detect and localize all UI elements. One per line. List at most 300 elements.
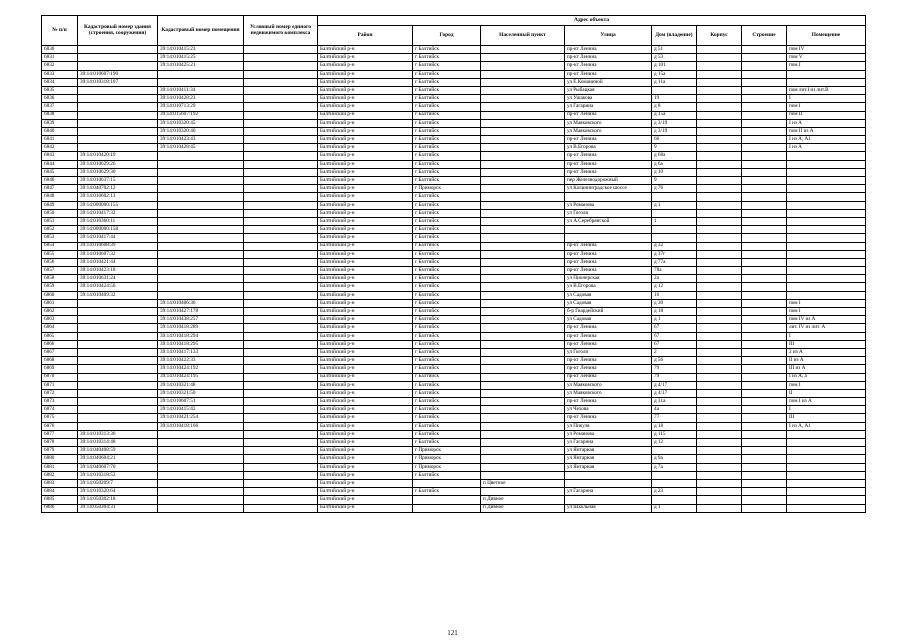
city-cell: г Балтийск (413, 365, 481, 373)
header-korpus: Корпус (697, 26, 742, 46)
city-cell: г Балтийск (413, 488, 481, 496)
header-complex-number: Условный номер единого недвижимого комплекса (244, 16, 318, 46)
district-cell: Балтийский р-н (318, 144, 413, 152)
house-cell: 79 (652, 373, 697, 381)
locality-cell (481, 144, 565, 152)
locality-cell (481, 422, 565, 430)
building-cadastral-cell: 39:14:010421:44 (78, 258, 158, 266)
street-cell: ул Е.Команиной (565, 78, 652, 86)
district-cell: Балтийский р-н (318, 168, 413, 176)
house-cell: 67 (652, 324, 697, 332)
street-cell (565, 471, 652, 479)
street-cell: ул Маяковского (565, 389, 652, 397)
korpus-cell (697, 103, 742, 111)
district-cell: Балтийский р-н (318, 381, 413, 389)
district-cell: Балтийский р-н (318, 373, 413, 381)
street-cell: ул Гоголя (565, 348, 652, 356)
room-cadastral-cell: 39:14:015607:192 (158, 111, 244, 119)
house-cell (652, 209, 697, 217)
house-cell: д 1 (652, 504, 697, 512)
room-cadastral-cell (158, 275, 244, 283)
building-cadastral-cell (78, 136, 158, 144)
korpus-cell (697, 422, 742, 430)
locality-cell (481, 258, 565, 266)
korpus-cell (697, 308, 742, 316)
korpus-cell (697, 463, 742, 471)
building-cadastral-cell (78, 348, 158, 356)
house-cell: 79 (652, 365, 697, 373)
stroenie-cell (742, 226, 787, 234)
house-cell: д 15а (652, 111, 697, 119)
house-cell: д 56 (652, 357, 697, 365)
locality-cell (481, 299, 565, 307)
house-cell: 77 (652, 414, 697, 422)
locality-cell (481, 406, 565, 414)
stroenie-cell (742, 217, 787, 225)
street-cell: пр-кт Ленина (565, 414, 652, 422)
house-cell: д 3/19 (652, 127, 697, 135)
city-cell: г Балтийск (413, 152, 481, 160)
district-cell: Балтийский р-н (318, 250, 413, 258)
street-cell: ул Садовая (565, 316, 652, 324)
korpus-cell (697, 185, 742, 193)
locality-cell (481, 168, 565, 176)
building-cadastral-cell (78, 406, 158, 414)
complex-number-cell (244, 78, 318, 86)
header-pomeshchenie: Помещение (787, 26, 866, 46)
district-cell: Балтийский р-н (318, 242, 413, 250)
pomeshchenie-cell: III из А (787, 365, 866, 373)
pomeshchenie-cell (787, 439, 866, 447)
locality-cell (481, 95, 565, 103)
stroenie-cell (742, 479, 787, 487)
row-number: 6860 (42, 291, 78, 299)
building-cadastral-cell (78, 308, 158, 316)
locality-cell (481, 86, 565, 94)
pomeshchenie-cell (787, 160, 866, 168)
table-row (42, 496, 866, 504)
locality-cell (481, 267, 565, 275)
stroenie-cell (742, 119, 787, 127)
house-cell (652, 193, 697, 201)
city-cell: г Балтийск (413, 373, 481, 381)
room-cadastral-cell (158, 226, 244, 234)
street-cell: пр-кт Ленина (565, 365, 652, 373)
street-cell: ул Садовая (565, 291, 652, 299)
building-cadastral-cell (78, 144, 158, 152)
table-row (42, 217, 866, 225)
house-cell: д 51 (652, 46, 697, 54)
street-cell (565, 193, 652, 201)
table-row (42, 152, 866, 160)
street-cell: ул Романова (565, 430, 652, 438)
row-number: 6840 (42, 127, 78, 135)
house-cell: д 18 (652, 308, 697, 316)
korpus-cell (697, 217, 742, 225)
stroenie-cell (742, 398, 787, 406)
stroenie-cell (742, 299, 787, 307)
city-cell: г Балтийск (413, 193, 481, 201)
row-number: 6854 (42, 242, 78, 250)
pomeshchenie-cell (787, 226, 866, 234)
building-cadastral-cell (78, 340, 158, 348)
stroenie-cell (742, 308, 787, 316)
pomeshchenie-cell: пом II (787, 111, 866, 119)
house-cell: д 101 (652, 62, 697, 70)
row-number: 6841 (42, 136, 78, 144)
table-body (42, 46, 866, 513)
district-cell: Балтийский р-н (318, 455, 413, 463)
pomeshchenie-cell (787, 471, 866, 479)
stroenie-cell (742, 267, 787, 275)
table-row (42, 209, 866, 217)
stroenie-cell (742, 389, 787, 397)
complex-number-cell (244, 439, 318, 447)
room-cadastral-cell: 39:14:010415:42 (158, 406, 244, 414)
district-cell: Балтийский р-н (318, 209, 413, 217)
complex-number-cell (244, 332, 318, 340)
stroenie-cell (742, 439, 787, 447)
street-cell: ул Маяковского (565, 119, 652, 127)
complex-number-cell (244, 463, 318, 471)
stroenie-cell (742, 422, 787, 430)
row-number: 6866 (42, 340, 78, 348)
district-cell: Балтийский р-н (318, 136, 413, 144)
street-cell: пр-кт Ленина (565, 54, 652, 62)
house-cell: 9 (652, 144, 697, 152)
table-header (42, 16, 866, 46)
complex-number-cell (244, 144, 318, 152)
pomeshchenie-cell (787, 201, 866, 209)
city-cell: г Балтийск (413, 160, 481, 168)
city-cell: г Балтийск (413, 62, 481, 70)
district-cell: Балтийский р-н (318, 267, 413, 275)
pomeshchenie-cell: III (787, 414, 866, 422)
city-cell: г Балтийск (413, 201, 481, 209)
table-row (42, 258, 866, 266)
korpus-cell (697, 398, 742, 406)
table-row (42, 111, 866, 119)
building-cadastral-cell (78, 299, 158, 307)
stroenie-cell (742, 471, 787, 479)
row-number: 6834 (42, 78, 78, 86)
locality-cell (481, 136, 565, 144)
district-cell: Балтийский р-н (318, 340, 413, 348)
house-cell (652, 496, 697, 504)
district-cell: Балтийский р-н (318, 348, 413, 356)
locality-cell (481, 62, 565, 70)
korpus-cell (697, 160, 742, 168)
building-cadastral-cell: 39:14:010320:64 (78, 488, 158, 496)
locality-cell (481, 275, 565, 283)
city-cell: г Балтийск (413, 422, 481, 430)
building-cadastral-cell: 39:14:040604:21 (78, 455, 158, 463)
row-number: 6879 (42, 447, 78, 455)
city-cell: г Балтийск (413, 86, 481, 94)
house-cell: д 30 (652, 299, 697, 307)
room-cadastral-cell (158, 160, 244, 168)
table-row (42, 455, 866, 463)
korpus-cell (697, 119, 742, 127)
building-cadastral-cell: 39:14:010607:190 (78, 70, 158, 78)
row-number: 6838 (42, 111, 78, 119)
city-cell: г Балтийск (413, 177, 481, 185)
locality-cell: п Дивное (481, 504, 565, 512)
room-cadastral-cell: 39:14:010424:192 (158, 365, 244, 373)
building-cadastral-cell (78, 373, 158, 381)
pomeshchenie-cell: пом I (787, 103, 866, 111)
locality-cell (481, 234, 565, 242)
complex-number-cell (244, 504, 318, 512)
stroenie-cell (742, 144, 787, 152)
district-cell: Балтийский р-н (318, 46, 413, 54)
building-cadastral-cell: 39:14:000000:158 (78, 226, 158, 234)
row-number: 6875 (42, 414, 78, 422)
street-cell: ул Пикуля (565, 422, 652, 430)
korpus-cell (697, 250, 742, 258)
building-cadastral-cell (78, 54, 158, 62)
table-row (42, 267, 866, 275)
row-number: 6842 (42, 144, 78, 152)
locality-cell (481, 209, 565, 217)
korpus-cell (697, 267, 742, 275)
locality-cell (481, 283, 565, 291)
city-cell: г Балтийск (413, 348, 481, 356)
locality-cell (481, 242, 565, 250)
pomeshchenie-cell: пом I из А (787, 398, 866, 406)
locality-cell (481, 46, 565, 54)
row-number: 6850 (42, 209, 78, 217)
stroenie-cell (742, 193, 787, 201)
korpus-cell (697, 209, 742, 217)
district-cell: Балтийский р-н (318, 119, 413, 127)
building-cadastral-cell: 39:14:010629:26 (78, 160, 158, 168)
locality-cell (481, 201, 565, 209)
city-cell: г Балтийск (413, 316, 481, 324)
street-cell (565, 479, 652, 487)
complex-number-cell (244, 103, 318, 111)
table-row (42, 242, 866, 250)
stroenie-cell (742, 455, 787, 463)
street-cell: ул Гагарина (565, 103, 652, 111)
stroenie-cell (742, 414, 787, 422)
locality-cell (481, 217, 565, 225)
row-number: 6843 (42, 152, 78, 160)
house-cell: д 12 (652, 439, 697, 447)
row-number: 6863 (42, 316, 78, 324)
building-cadastral-cell: 39:14:050304:31 (78, 504, 158, 512)
city-cell: г Балтийск (413, 168, 481, 176)
header-address-group: Адрес объекта (318, 16, 866, 26)
row-number: 6848 (42, 193, 78, 201)
header-room-cadastral: Кадастровый номер помещения (158, 16, 244, 46)
building-cadastral-cell (78, 332, 158, 340)
complex-number-cell (244, 283, 318, 291)
pomeshchenie-cell: I из А (787, 119, 866, 127)
complex-number-cell (244, 209, 318, 217)
table-row (42, 471, 866, 479)
city-cell: г Балтийск (413, 340, 481, 348)
pomeshchenie-cell (787, 455, 866, 463)
city-cell: г Балтийск (413, 127, 481, 135)
street-cell: пр-кт Ленина (565, 324, 652, 332)
table-row (42, 316, 866, 324)
district-cell: Балтийский р-н (318, 193, 413, 201)
row-number: 6876 (42, 422, 78, 430)
pomeshchenie-cell (787, 488, 866, 496)
room-cadastral-cell: 39:14:010424:195 (158, 373, 244, 381)
table-row (42, 78, 866, 86)
complex-number-cell (244, 406, 318, 414)
house-cell: д 18 (652, 422, 697, 430)
row-number: 6865 (42, 332, 78, 340)
building-cadastral-cell: 39:14:040607:70 (78, 463, 158, 471)
room-cadastral-cell (158, 447, 244, 455)
street-cell: ул Рыбацкая (565, 86, 652, 94)
locality-cell (481, 340, 565, 348)
locality-cell (481, 70, 565, 78)
room-cadastral-cell (158, 193, 244, 201)
table-row (42, 398, 866, 406)
korpus-cell (697, 283, 742, 291)
table-row (42, 168, 866, 176)
table-row (42, 160, 866, 168)
stroenie-cell (742, 275, 787, 283)
locality-cell (481, 332, 565, 340)
building-cadastral-cell (78, 111, 158, 119)
pomeshchenie-cell: I из А (787, 144, 866, 152)
house-cell: д 15а (652, 70, 697, 78)
row-number: 6830 (42, 46, 78, 54)
korpus-cell (697, 70, 742, 78)
locality-cell (481, 185, 565, 193)
korpus-cell (697, 86, 742, 94)
house-cell: 16 (652, 291, 697, 299)
room-cadastral-cell: 39:14:010425:21 (158, 62, 244, 70)
stroenie-cell (742, 242, 787, 250)
pomeshchenie-cell (787, 258, 866, 266)
complex-number-cell (244, 373, 318, 381)
house-cell: 67 (652, 340, 697, 348)
house-cell: д 1 (652, 201, 697, 209)
room-cadastral-cell (158, 70, 244, 78)
stroenie-cell (742, 496, 787, 504)
room-cadastral-cell: 39:14:010428:23 (158, 95, 244, 103)
korpus-cell (697, 479, 742, 487)
street-cell: ул Романова (565, 201, 652, 209)
row-number: 6855 (42, 250, 78, 258)
korpus-cell (697, 316, 742, 324)
city-cell (413, 504, 481, 512)
city-cell: г Балтийск (413, 398, 481, 406)
row-number: 6882 (42, 471, 78, 479)
complex-number-cell (244, 316, 318, 324)
row-number: 6836 (42, 95, 78, 103)
building-cadastral-cell: 39:14:040408:59 (78, 447, 158, 455)
pomeshchenie-cell: пом лит.I из лит.В (787, 86, 866, 94)
room-cadastral-cell: 39:14:010321:48 (158, 381, 244, 389)
city-cell: г Балтийск (413, 357, 481, 365)
house-cell: д 9а (652, 455, 697, 463)
table-row (42, 291, 866, 299)
row-number: 6877 (42, 430, 78, 438)
room-cadastral-cell (158, 496, 244, 504)
header-house: Дом (владение) (652, 26, 697, 46)
complex-number-cell (244, 275, 318, 283)
room-cadastral-cell: 39:14:010320:45 (158, 119, 244, 127)
street-cell: ул Гагарина (565, 439, 652, 447)
city-cell: г Балтийск (413, 136, 481, 144)
street-cell: пр-кт Ленина (565, 46, 652, 54)
building-cadastral-cell (78, 127, 158, 135)
korpus-cell (697, 144, 742, 152)
room-cadastral-cell (158, 283, 244, 291)
street-cell: ул Чехова (565, 406, 652, 414)
street-cell: пр-кт Ленина (565, 70, 652, 78)
table-row (42, 201, 866, 209)
row-number: 6880 (42, 455, 78, 463)
room-cadastral-cell (158, 78, 244, 86)
complex-number-cell (244, 234, 318, 242)
house-cell: д 8 (652, 103, 697, 111)
row-number: 6835 (42, 86, 78, 94)
locality-cell (481, 414, 565, 422)
pomeshchenie-cell (787, 463, 866, 471)
table-row (42, 439, 866, 447)
street-cell (565, 234, 652, 242)
stroenie-cell (742, 381, 787, 389)
row-number: 6839 (42, 119, 78, 127)
locality-cell (481, 439, 565, 447)
korpus-cell (697, 201, 742, 209)
locality-cell (481, 324, 565, 332)
pomeshchenie-cell: I (787, 406, 866, 414)
city-cell: г Балтийск (413, 430, 481, 438)
room-cadastral-cell (158, 209, 244, 217)
complex-number-cell (244, 250, 318, 258)
table-row (42, 95, 866, 103)
stroenie-cell (742, 283, 787, 291)
stroenie-cell (742, 488, 787, 496)
row-number: 6851 (42, 217, 78, 225)
locality-cell (481, 111, 565, 119)
building-cadastral-cell: 39:14:010631:24 (78, 275, 158, 283)
pomeshchenie-cell (787, 430, 866, 438)
korpus-cell (697, 373, 742, 381)
street-cell: ул Гоголя (565, 209, 652, 217)
header-num: № п/п (42, 16, 78, 46)
pomeshchenie-cell (787, 479, 866, 487)
locality-cell (481, 226, 565, 234)
building-cadastral-cell: 39:14:050209:7 (78, 479, 158, 487)
header-district: Район (318, 26, 413, 46)
locality-cell (481, 389, 565, 397)
street-cell: ул Школьная (565, 504, 652, 512)
complex-number-cell (244, 242, 318, 250)
row-number: 6846 (42, 177, 78, 185)
pomeshchenie-cell (787, 250, 866, 258)
room-cadastral-cell: 39:14:010713:29 (158, 103, 244, 111)
street-cell: пр-кт Ленина (565, 357, 652, 365)
table-row (42, 479, 866, 487)
building-cadastral-cell: 39:14:000000:155 (78, 201, 158, 209)
district-cell: Балтийский р-н (318, 357, 413, 365)
complex-number-cell (244, 324, 318, 332)
table-row (42, 275, 866, 283)
city-cell: г Балтийск (413, 95, 481, 103)
complex-number-cell (244, 46, 318, 54)
complex-number-cell (244, 488, 318, 496)
